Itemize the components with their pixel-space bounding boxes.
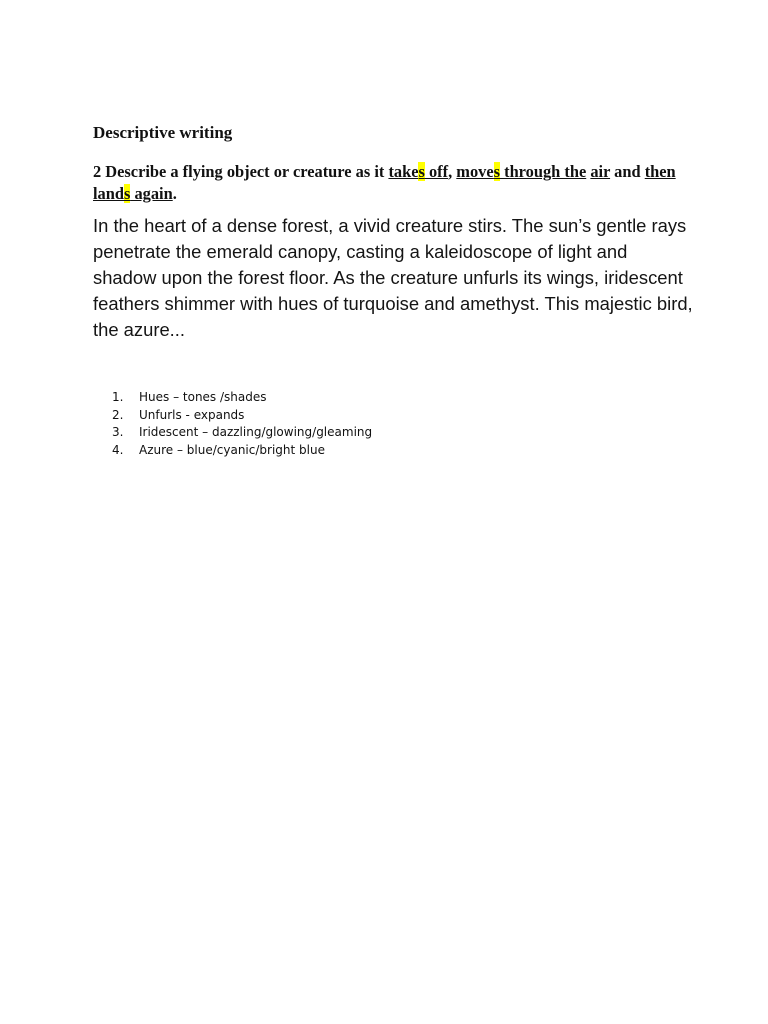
underlined-word: move bbox=[456, 162, 494, 181]
underlined-moves-through bbox=[456, 162, 586, 181]
underlined-takes-off bbox=[388, 162, 448, 181]
vocabulary-text: Unfurls - expands bbox=[139, 407, 245, 422]
question-text: and bbox=[610, 162, 645, 181]
vocabulary-text: Azure – blue/cyanic/bright blue bbox=[139, 442, 325, 457]
highlighted-letter: s bbox=[493, 162, 501, 181]
vocabulary-item bbox=[112, 407, 372, 425]
underlined-air: air bbox=[590, 162, 611, 181]
highlighted-letter: s bbox=[123, 184, 131, 203]
vocabulary-text: Iridescent – dazzling/glowing/gleaming bbox=[139, 425, 373, 440]
vocabulary-item bbox=[112, 424, 372, 442]
vocabulary-text: Hues – tones /shades bbox=[139, 390, 267, 404]
question-text: , bbox=[448, 162, 457, 181]
vocabulary-number: 3. bbox=[112, 425, 124, 440]
question-number: 2 bbox=[93, 162, 102, 181]
question-text: Describe a flying object or creature as it bbox=[101, 162, 389, 181]
underlined-word: take bbox=[388, 162, 419, 181]
underlined-word: through the bbox=[500, 162, 587, 181]
vocabulary-number: 1. bbox=[112, 390, 124, 404]
underlined-word: off bbox=[424, 162, 449, 181]
question-prompt bbox=[93, 161, 693, 205]
underlined-word: again bbox=[130, 184, 173, 203]
vocabulary-list bbox=[112, 389, 372, 459]
highlighted-letter: s bbox=[418, 162, 425, 181]
underlined-word: then land bbox=[93, 162, 676, 203]
vocabulary-number: 2. bbox=[112, 407, 124, 422]
vocabulary-item bbox=[112, 442, 372, 460]
vocabulary-item bbox=[112, 389, 372, 407]
question-text: . bbox=[172, 184, 177, 203]
page-heading: Descriptive writing bbox=[93, 123, 233, 142]
descriptive-paragraph: In the heart of a dense forest, a vivid creature stirs. The sun’s gentle rays penetrate the emerald canopy, casting a kaleidoscope of light and shadow upon the forest floor. As the creature unfurls its wings, iridescent feathers shimmer with hues of turquoise and amethyst. This majestic bird, the azure... bbox=[93, 215, 693, 340]
vocabulary-number: 4. bbox=[112, 442, 124, 457]
